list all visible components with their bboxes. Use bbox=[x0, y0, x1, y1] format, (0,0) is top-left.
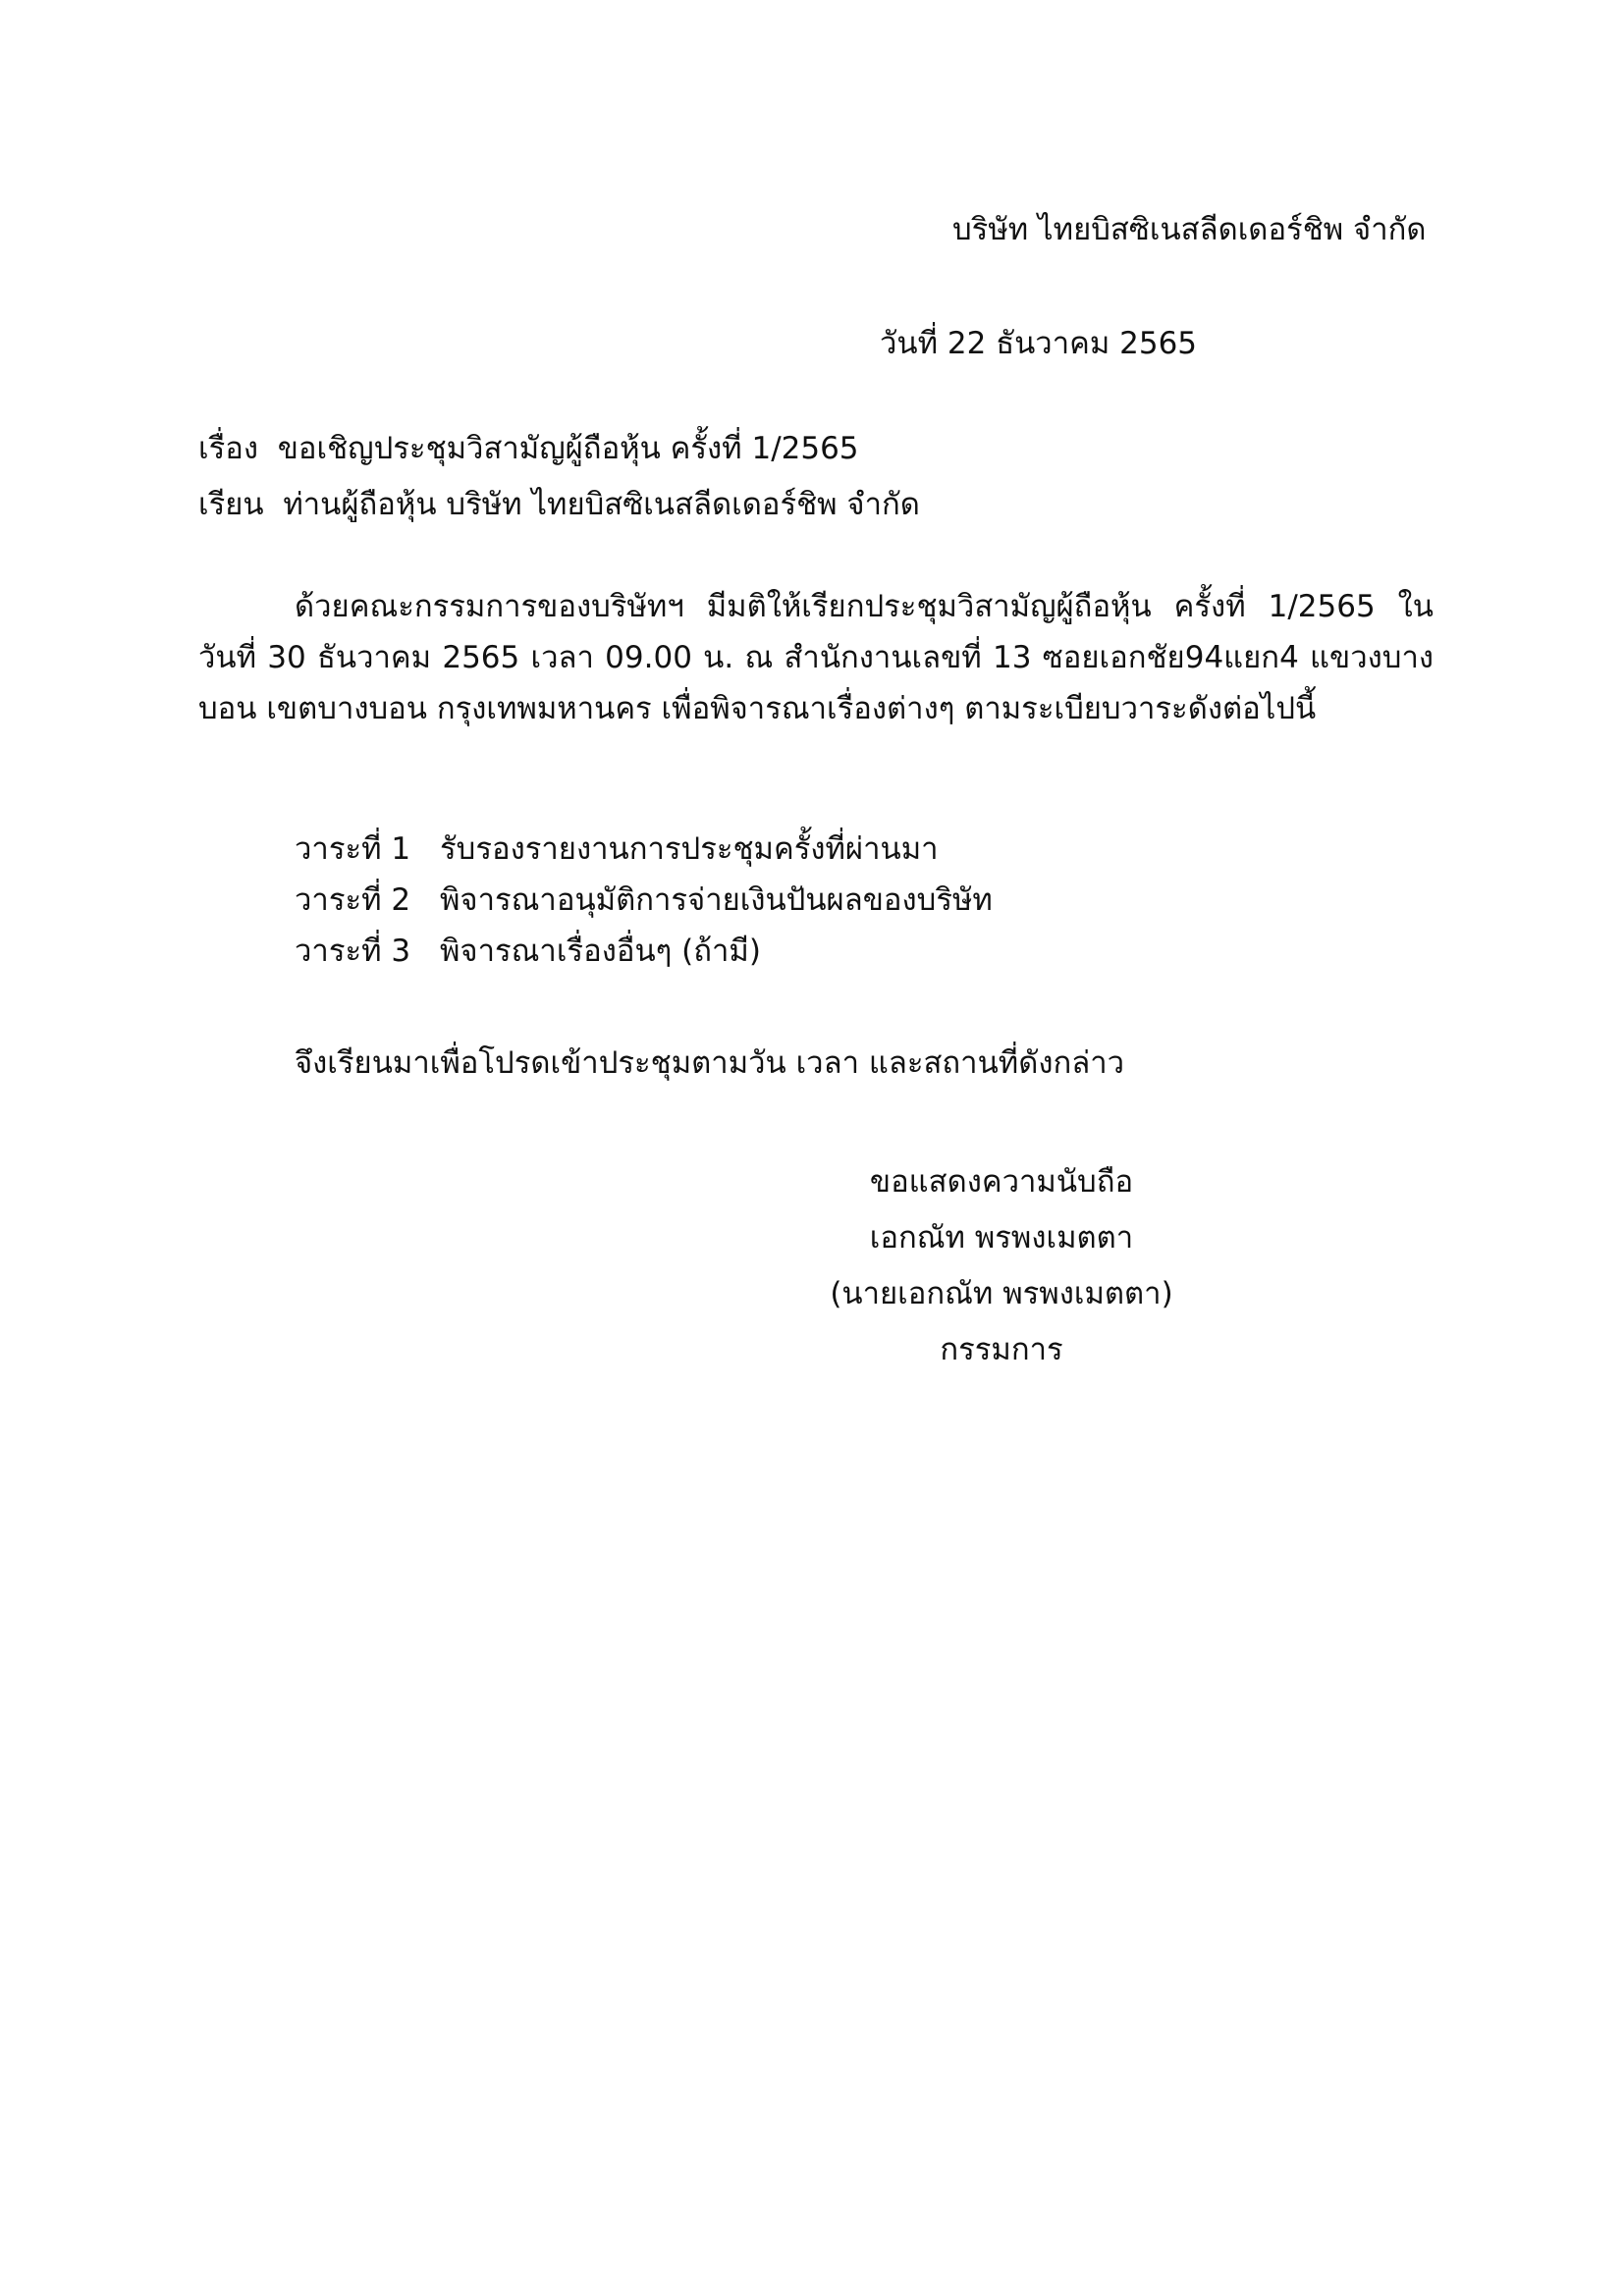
agenda-label: วาระที่ 3 bbox=[295, 934, 411, 969]
signature-block bbox=[785, 1154, 1218, 1378]
salutation: ขอแสดงความนับถือ bbox=[869, 1164, 1134, 1200]
body-line: วันที่ 30 ธันวาคม 2565 เวลา 09.00 น. ณ สำนักงานเลขที่ 13 ซอยเอกชัย94แยก4 แขวงบาง bbox=[198, 640, 1434, 675]
subject-line bbox=[198, 429, 859, 468]
subject-text: ขอเชิญประชุมวิสามัญผู้ถือหุ้น ครั้งที่ 1/2565 bbox=[277, 431, 859, 466]
agenda-text: พิจารณาอนุมัติการจ่ายเงินปันผลของบริษัท bbox=[440, 882, 993, 918]
agenda-text: พิจารณาเรื่องอื่นๆ (ถ้ามี) bbox=[440, 934, 761, 969]
company-header: บริษัท ไทยบิสซิเนสลีดเดอร์ชิพ จำกัด bbox=[952, 212, 1427, 247]
agenda-label: วาระที่ 1 bbox=[295, 831, 411, 867]
body-line: บอน เขตบางบอน กรุงเทพมหานคร เพื่อพิจารณาเรื่องต่างๆ ตามระเบียบวาระดังต่อไปนี้ bbox=[198, 691, 1317, 726]
body-paragraph bbox=[198, 581, 1434, 734]
subject-label: เรื่อง bbox=[198, 431, 259, 466]
signer-full-name: (นายเอกณัท พรพงเมตตา) bbox=[830, 1276, 1173, 1311]
agenda-list bbox=[295, 824, 993, 977]
agenda-item bbox=[295, 875, 993, 926]
body-line: ด้วยคณะกรรมการของบริษัทฯ มีมติให้เรียกประชุมวิสามัญผู้ถือหุ้น ครั้งที่ 1/2565 ใน bbox=[295, 589, 1434, 624]
agenda-item bbox=[295, 926, 993, 977]
recipient-label: เรียน bbox=[198, 487, 264, 522]
signed-name: เอกณัท พรพงเมตตา bbox=[869, 1220, 1134, 1255]
signer-position: กรรมการ bbox=[940, 1332, 1063, 1367]
agenda-item bbox=[295, 824, 993, 875]
closing-line: จึงเรียนมาเพื่อโปรดเข้าประชุมตามวัน เวลา และสถานที่ดังกล่าว bbox=[295, 1045, 1125, 1081]
letter-date: วันที่ 22 ธันวาคม 2565 bbox=[880, 326, 1198, 361]
recipient-line bbox=[198, 485, 920, 524]
agenda-label: วาระที่ 2 bbox=[295, 882, 411, 918]
agenda-text: รับรองรายงานการประชุมครั้งที่ผ่านมา bbox=[440, 831, 939, 867]
recipient-text: ท่านผู้ถือหุ้น บริษัท ไทยบิสซิเนสลีดเดอร์ชิพ จำกัด bbox=[283, 487, 920, 522]
